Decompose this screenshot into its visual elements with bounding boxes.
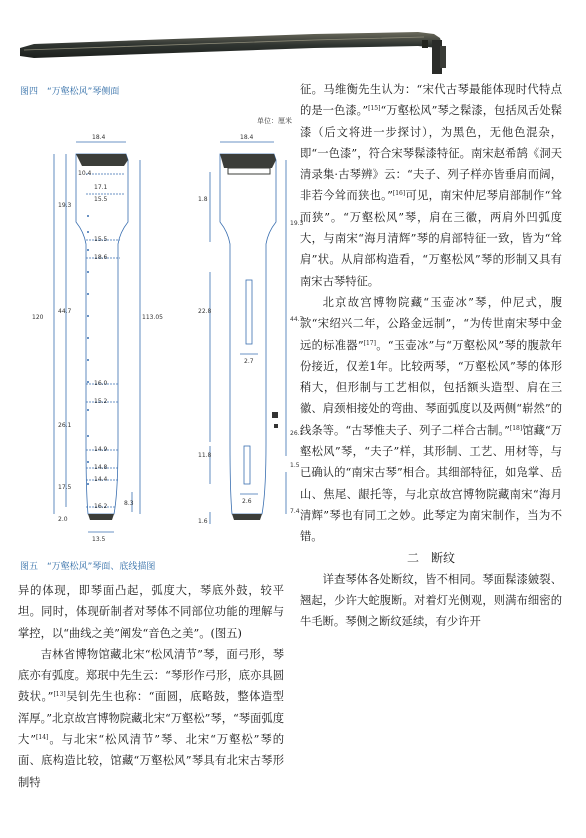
right-paragraph-2: 北京故宫博物院藏“玉壶冰”琴，仲尼式，腹款“宋绍兴二年，公路金远制”，“为传世南宋琴中金远的标准器”[17]。“玉壶冰”与“万壑松风”琴的腹款年份接近，仅差1年。比较两琴，“万壑松风”琴的体形稍大，但形制与工艺相似，包括额头造型、肩在三徽、肩颈相接处的弯曲、琴面弧度以及两侧“崭然”的线条等。“古琴惟夫子、列子二样合古制。”[18]馆藏“万壑松风”琴，“夫子”样，其形制、工艺、用材等，与已确认的“南宋古琴”相合。其细部特征，如凫掌、岳山、焦尾、龈托等，与北京故宫博物院藏南宋“海月清辉”琴也有同工之妙。此琴定为南宋制作，当为不错。	[300, 295, 563, 544]
back-right-dim-2: 44.7	[290, 316, 304, 323]
fig4-photo	[14, 10, 452, 80]
front-seg-2: 17.1	[94, 184, 108, 191]
unit-label: 单位：厘米	[257, 117, 292, 125]
front-left-dim-3: 26.1	[58, 422, 72, 429]
front-total-right: 113.05	[142, 314, 163, 321]
front-left-dim-2: 44.7	[58, 308, 72, 315]
front-seg-1: 10.4	[78, 170, 92, 177]
right-paragraph-3: 详查琴体各处断纹，皆不相同。琴面髹漆皴裂、翘起，少许大蛇腹断。对着灯光侧观，则满布细密的牛毛断。琴侧之断纹延续，有少许开	[300, 572, 562, 629]
front-seg-6: 16.0	[94, 380, 108, 387]
front-seg-3: 15.5	[94, 196, 108, 203]
front-right-small: 8.3	[124, 500, 134, 507]
back-left-dim-2: 22.8	[198, 308, 212, 315]
back-right-dim-3: 26.1	[290, 430, 304, 437]
left-paragraph-2: 吉林省博物馆藏北宋“松风清节”琴，面弓形，琴底亦有弧度。郑珉中先生云：“琴形作弓形，底亦具圆鼓状。”[13]吴钊先生也称：“面圆，底略鼓，整体造型浑厚。”北京故宫博物院藏北宋“万壑松”琴，“琴面弧度大”[14]。与北宋“松风清节”琴、北宋“万壑松”琴的面、底构造比较，馆藏“万壑松风”琴具有北宋古琴形制特	[18, 647, 284, 789]
front-seg-11: 16.2	[94, 503, 108, 510]
left-paragraph-1: 异的体现，即琴面凸起，弧度大，琴底外鼓，较平坦。同时，体现斫制者对琴体不同部位功能的理解与掌控，以“曲线之美”阐发“音色之美”。(图五)	[18, 584, 284, 640]
back-top-width: 18.4	[240, 134, 254, 141]
back-left-dim-1: 1.8	[198, 196, 208, 203]
fig5-caption: 图五 “万壑松风”琴面、底线描图	[20, 562, 156, 572]
front-left-dim-4: 17.5	[58, 484, 72, 491]
front-seg-5: 18.6	[94, 254, 108, 261]
front-seg-4: 15.5	[94, 236, 108, 243]
front-left-dim-1: 19.3	[58, 202, 72, 209]
left-column	[18, 580, 284, 793]
right-column	[300, 79, 562, 633]
front-seg-9: 14.8	[94, 464, 108, 471]
front-seg-12: 13.5	[92, 536, 106, 543]
back-slot1-width: 2.7	[244, 358, 254, 365]
fig5-drawing	[14, 112, 304, 552]
front-left-dim-5: 2.0	[58, 516, 68, 523]
guqin-front-drawing-icon	[14, 112, 300, 552]
back-left-dim-3: 11.8	[198, 452, 212, 459]
fig4-caption: 图四 “万壑松风”琴侧面	[20, 87, 120, 97]
front-seg-8: 14.9	[94, 446, 108, 453]
guqin-side-photo-icon	[14, 10, 452, 80]
back-right-dim-5: 7.4	[290, 508, 300, 515]
back-right-dim-1: 19.3	[290, 220, 304, 227]
right-paragraph-1: 征。马维衡先生认为：“宋代古琴最能体现时代特点的是一色漆。”[15]“万壑松风”琴之髹漆，包括凤舌处髹漆（后文将进一步探讨），为黑色，无他色混杂，即“一色漆”，符合宋琴髹漆特征。南宋赵希鹄《洞天清录集·古琴辨》云：“夫子、列子样亦皆垂肩而阔，非若今耸而狭也。”[16]可见，南宋仲尼琴肩部制作“耸而狭”。“万壑松风”琴，肩在三徽，两肩外凹弧度大，与南宋“海月清辉”琴的肩部特征一致，皆为“耸肩”状。从肩部构造看，“万壑松风”琴的形制又具有南宋古琴特征。	[300, 83, 562, 288]
front-total-left: 120	[32, 314, 44, 321]
back-right-dim-4: 1.5	[290, 462, 300, 469]
front-seg-10: 14.4	[94, 476, 108, 483]
back-slot2-width: 2.6	[242, 498, 252, 505]
back-left-dim-4: 1.6	[198, 518, 208, 525]
front-seg-7: 15.2	[94, 398, 108, 405]
front-top-width: 18.4	[92, 134, 106, 141]
section-title: 二 断纹	[406, 550, 455, 565]
